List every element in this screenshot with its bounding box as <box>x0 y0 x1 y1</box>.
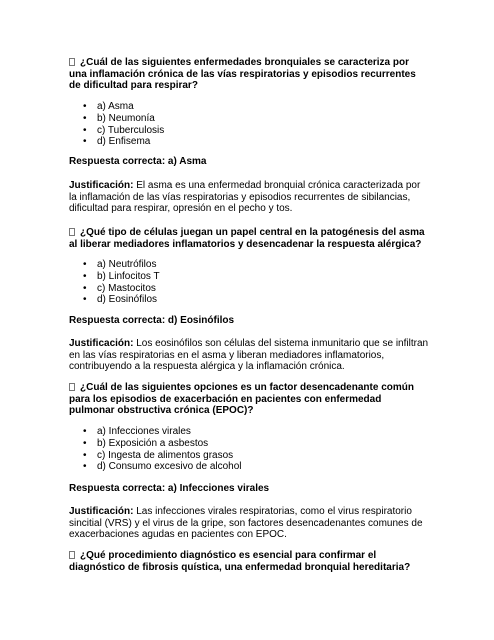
list-item: • c) Ingesta de alimentos grasos <box>83 449 234 461</box>
question-block-2 <box>69 227 429 250</box>
bullet-icon: • <box>83 112 87 124</box>
list-item: • c) Tuberculosis <box>83 124 165 136</box>
justification-2 <box>69 338 429 373</box>
justification-text: Los eosinófilos son células del sistema inmunitario que se infiltran en las vías respiratorias en el asma y liberan mediadores inflamatorios, contribuyendo a la respuesta alérgica y la inflamación crónica. <box>69 338 429 372</box>
checkbox-icon <box>69 383 75 391</box>
justification-1 <box>69 180 429 215</box>
justification-3 <box>69 506 429 541</box>
bullet-icon: • <box>83 136 87 148</box>
question-block-1 <box>69 57 429 92</box>
checkbox-icon <box>69 228 75 236</box>
options-list-3 <box>69 426 429 473</box>
bullet-icon: • <box>83 124 87 136</box>
bullet-icon: • <box>83 282 87 294</box>
question-text: ¿Cuál de las siguientes enfermedades bronquiales se caracteriza por una inflamación crónica de las vías respiratorias y episodios recurrentes de dificultad para respirar? <box>69 57 416 91</box>
list-item: • d) Enfisema <box>83 136 151 148</box>
correct-answer-2: Respuesta correcta: d) Eosinófilos <box>69 315 235 326</box>
bullet-icon: • <box>83 294 87 306</box>
bullet-icon: • <box>83 437 87 449</box>
correct-answer-3: Respuesta correcta: a) Infecciones virales <box>69 483 270 494</box>
justification-text: El asma es una enfermedad bronquial crónica caracterizada por la inflamación de las vías respiratorias y episodios recurrentes de sibilancias, dificultad para respirar, opresión en el pecho y tos. <box>69 180 421 214</box>
list-item: • a) Asma <box>83 101 134 112</box>
list-item: • b) Neumonía <box>83 112 155 124</box>
list-item: • d) Consumo excesivo de alcohol <box>83 461 242 473</box>
bullet-icon: • <box>83 426 87 437</box>
list-item: • b) Linfocitos T <box>83 270 160 282</box>
question-text: ¿Qué procedimiento diagnóstico es esencial para confirmar el diagnóstico de fibrosis quística, una enfermedad bronquial hereditaria? <box>69 550 411 573</box>
bullet-icon: • <box>83 449 87 461</box>
checkbox-icon <box>69 551 75 559</box>
options-list-1 <box>69 101 429 148</box>
correct-answer-1: Respuesta correcta: a) Asma <box>69 156 207 167</box>
question-text: ¿Cuál de las siguientes opciones es un factor desencadenante común para los episodios de exacerbación en pacientes con enfermedad pulmonar obstructiva crónica (EPOC)? <box>69 382 414 416</box>
options-list-2 <box>69 259 429 306</box>
bullet-icon: • <box>83 461 87 473</box>
list-item: • b) Exposición a asbestos <box>83 437 209 449</box>
list-item: • c) Mastocitos <box>83 282 156 294</box>
justification-label: Justificación: <box>69 506 134 517</box>
list-item: • d) Eosinófilos <box>83 294 158 306</box>
bullet-icon: • <box>83 101 87 112</box>
bullet-icon: • <box>83 270 87 282</box>
question-text: ¿Qué tipo de células juegan un papel central en la patogénesis del asma al liberar mediadores inflamatorios y desencadenar la respuesta alérgica? <box>69 227 425 250</box>
question-block-3 <box>69 382 429 417</box>
list-item: • a) Infecciones virales <box>83 426 191 437</box>
question-block-4 <box>69 550 429 573</box>
checkbox-icon <box>69 58 75 66</box>
justification-label: Justificación: <box>69 180 134 191</box>
justification-text: Las infecciones virales respiratorias, como el virus respiratorio sincitial (VRS) y el virus de la gripe, son factores desencadenantes comunes de exacerbaciones agudas en pacientes con EPOC. <box>69 506 423 540</box>
bullet-icon: • <box>83 259 87 270</box>
justification-label: Justificación: <box>69 338 134 349</box>
list-item: • a) Neutrófilos <box>83 259 157 270</box>
